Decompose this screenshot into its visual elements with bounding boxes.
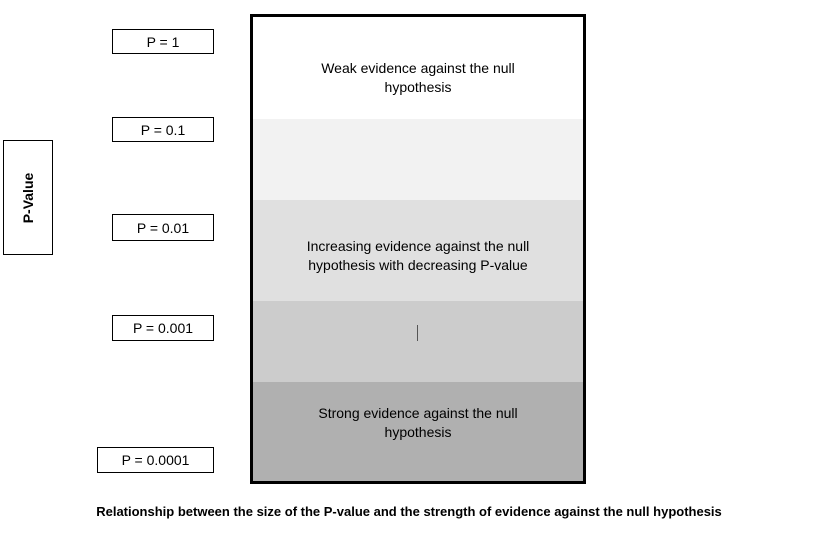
band-weak-evidence bbox=[253, 17, 583, 119]
p-label-1: P = 1 bbox=[112, 29, 214, 54]
p-value-axis-label: P-Value bbox=[20, 172, 36, 223]
increasing-evidence-text: Increasing evidence against the null hypothesis with decreasing P-value bbox=[306, 238, 530, 273]
p-label-0-01: P = 0.01 bbox=[112, 214, 214, 241]
band-2 bbox=[253, 119, 583, 200]
evidence-scale bbox=[250, 14, 586, 484]
band-4 bbox=[253, 301, 583, 382]
strong-evidence-text: Strong evidence against the null hypothesis bbox=[318, 405, 518, 440]
p-label-0-0001: P = 0.0001 bbox=[97, 447, 214, 473]
p-label-0-001: P = 0.001 bbox=[112, 315, 214, 341]
p-value-axis-box bbox=[3, 140, 53, 255]
band-strong-evidence bbox=[253, 382, 583, 484]
band-increasing-evidence bbox=[253, 200, 583, 301]
figure-caption: Relationship between the size of the P-value and the strength of evidence against the null hypothesis bbox=[96, 504, 722, 519]
text-cursor-mark bbox=[417, 325, 418, 341]
p-label-0-1: P = 0.1 bbox=[112, 117, 214, 142]
weak-evidence-text: Weak evidence against the null hypothesis bbox=[321, 60, 515, 95]
